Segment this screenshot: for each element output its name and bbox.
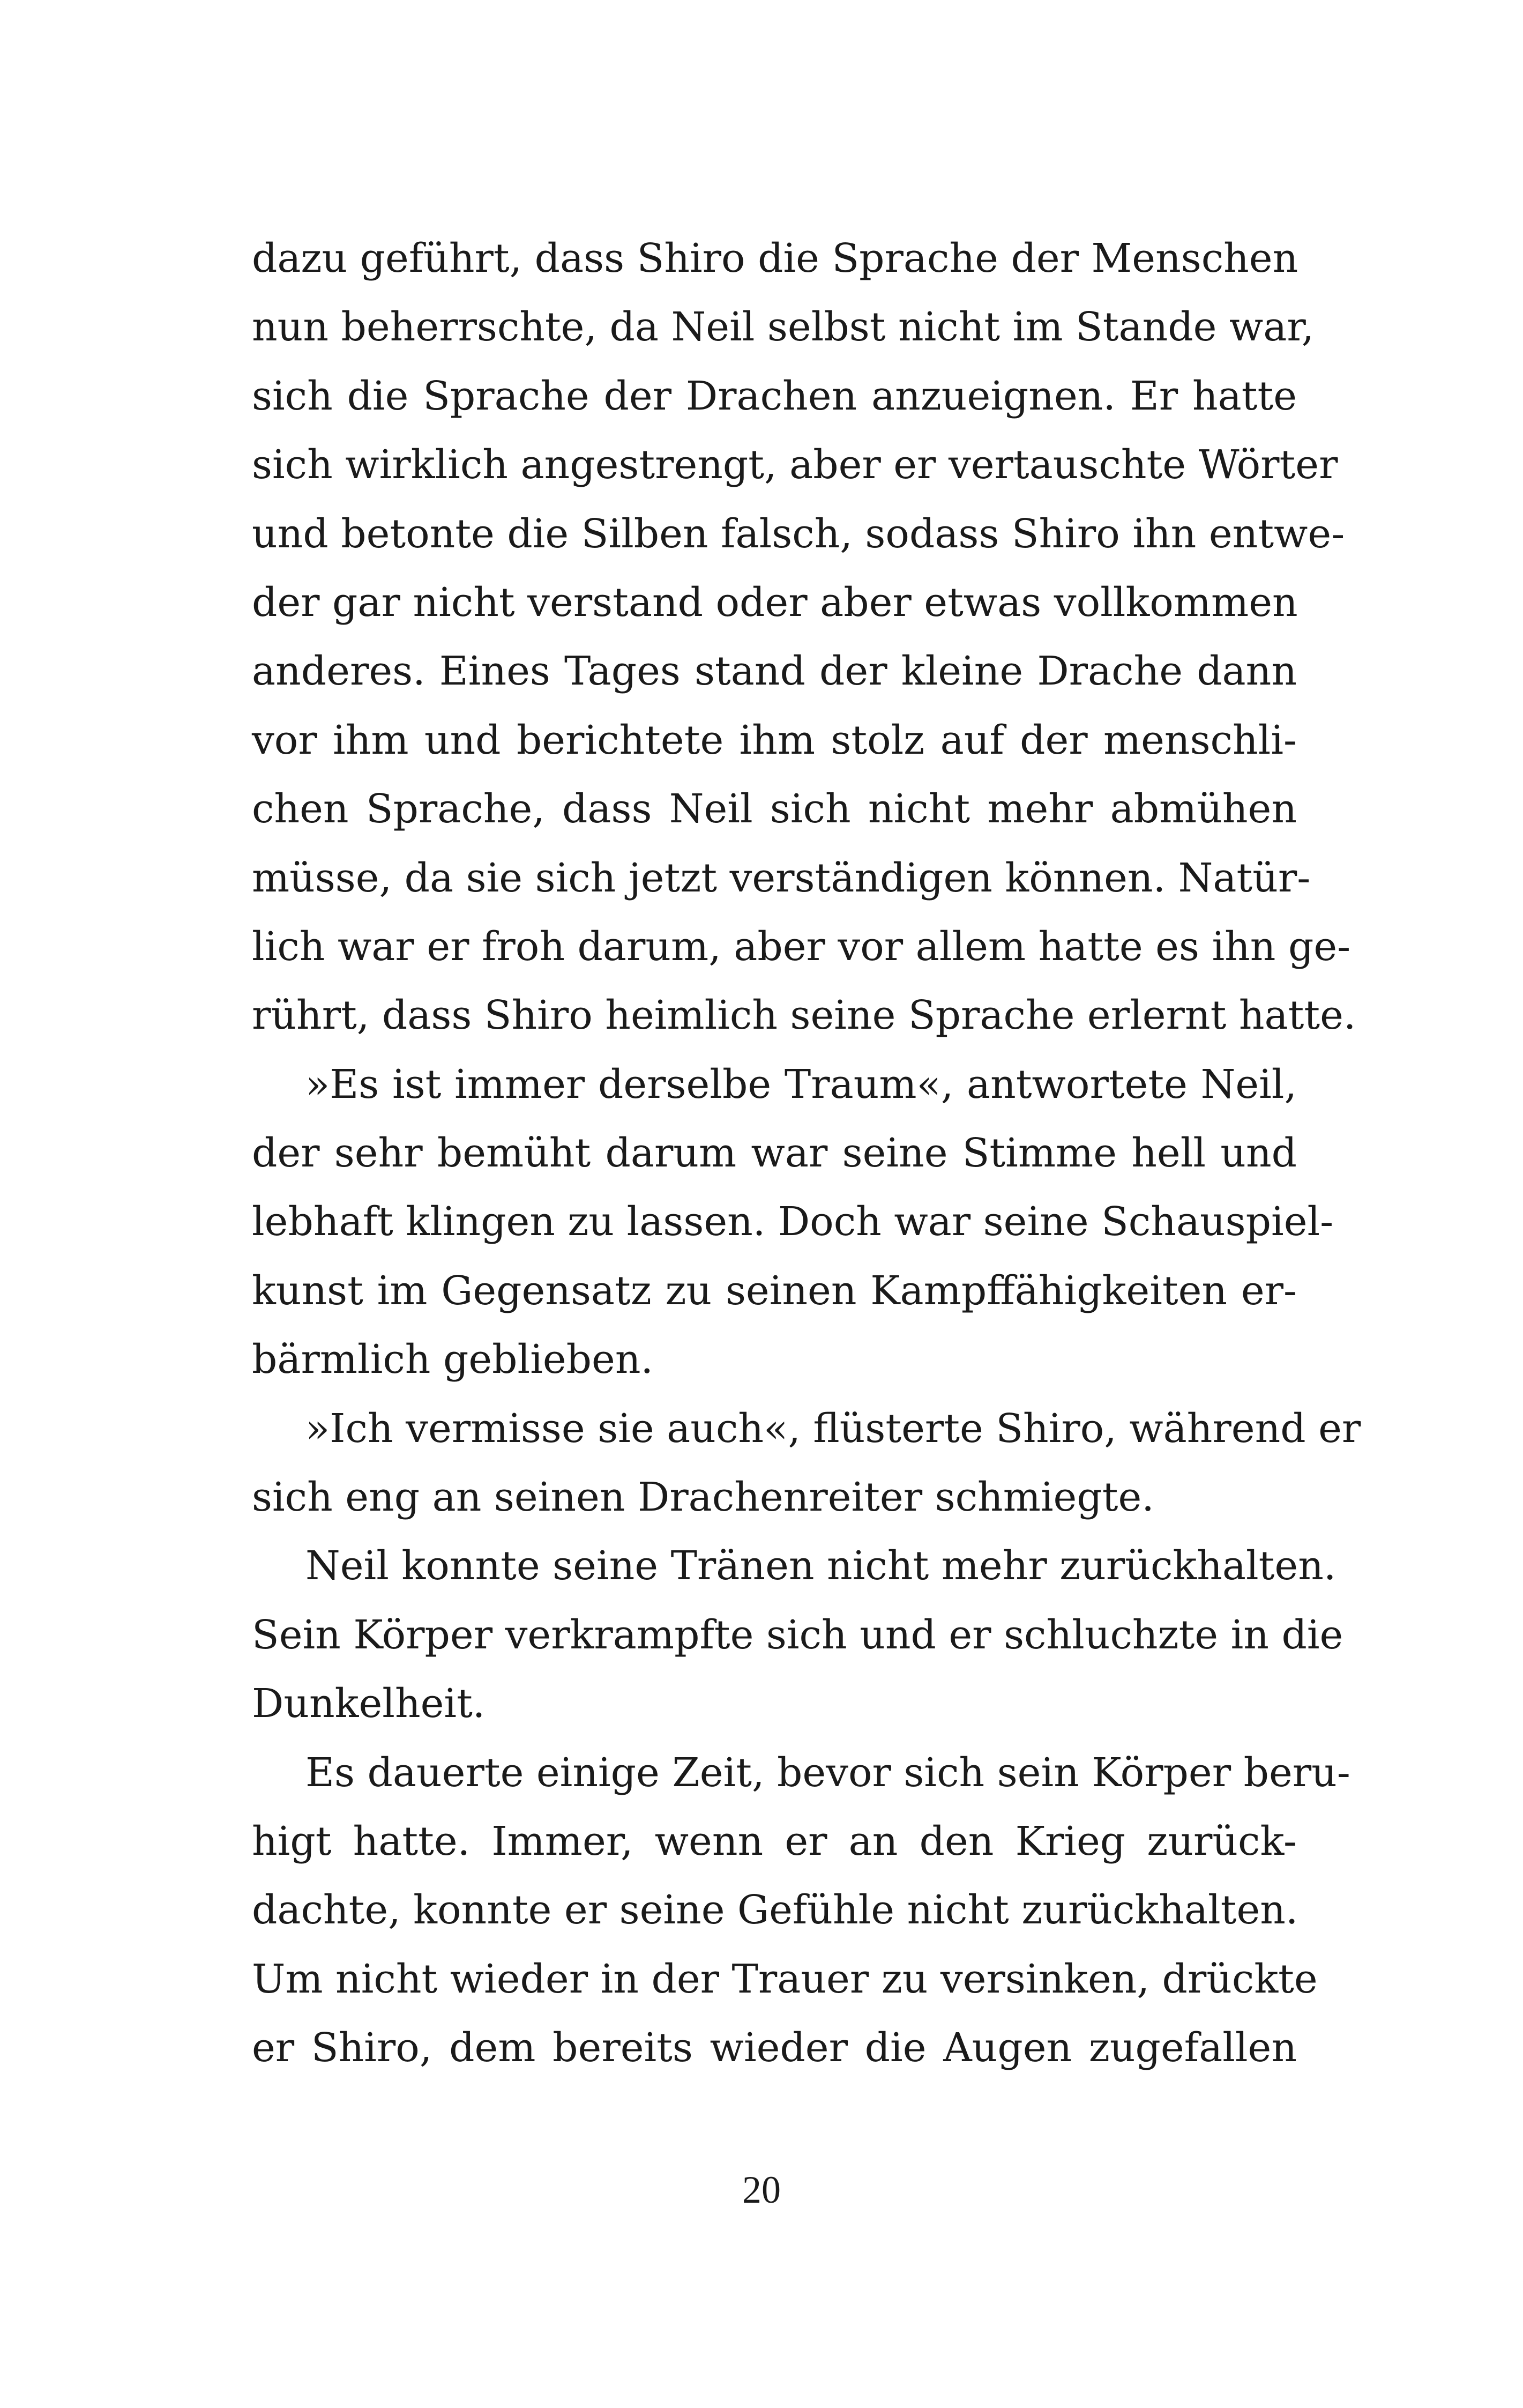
text-line: lich war er froh darum, aber vor allem hatte es ihn ge- [252, 923, 1351, 970]
text-line: Dunkelheit. [252, 1681, 486, 1727]
text-line: müsse, da sie sich jetzt verständigen können. Natür- [252, 854, 1311, 901]
text-line: chen Sprache, dass Neil sich nicht mehr abmühen [252, 786, 1297, 833]
text-line: Um nicht wieder in der Trauer zu versinken, drückte [252, 1956, 1318, 2002]
text-line: »Es ist immer derselbe Traum«, antwortete Neil, [305, 1061, 1297, 1108]
text-line: Es dauerte einige Zeit, bevor sich sein Körper beru- [305, 1749, 1350, 1796]
text-line: und betonte die Silben falsch, sodass Shiro ihn entwe- [252, 510, 1345, 557]
text-line: der gar nicht verstand oder aber etwas vollkommen [252, 579, 1298, 626]
text-line: anderes. Eines Tages stand der kleine Drache dann [252, 648, 1297, 695]
text-line: dachte, konnte er seine Gefühle nicht zurückhalten. [252, 1887, 1298, 1934]
text-line: der sehr bemüht darum war seine Stimme hell und [252, 1130, 1297, 1177]
text-line: sich wirklich angestrengt, aber er vertauschte Wörter [252, 442, 1338, 488]
text-line: Neil konnte seine Tränen nicht mehr zurückhalten. [305, 1543, 1337, 1589]
text-line: Sein Körper verkrampfte sich und er schluchzte in die [252, 1611, 1343, 1658]
text-line: bärmlich geblieben. [252, 1336, 653, 1383]
text-line: lebhaft klingen zu lassen. Doch war seine Schauspiel- [252, 1199, 1334, 1245]
text-line: dazu geführt, dass Shiro die Sprache der Menschen [252, 235, 1298, 281]
text-line: sich eng an seinen Drachenreiter schmiegte. [252, 1474, 1154, 1521]
body-text [252, 224, 1361, 2083]
text-line: sich die Sprache der Drachen anzueignen. Er hatte [252, 373, 1297, 419]
text-line: kunst im Gegensatz zu seinen Kampffähigkeiten er- [252, 1267, 1297, 1314]
text-line: rührt, dass Shiro heimlich seine Sprache erlernt hatte. [252, 992, 1356, 1039]
text-line: nun beherrschte, da Neil selbst nicht im Stande war, [252, 304, 1315, 351]
text-line: »Ich vermisse sie auch«, flüsterte Shiro, während er [305, 1405, 1361, 1452]
text-line: vor ihm und berichtete ihm stolz auf der menschli- [252, 717, 1297, 763]
text-line: higt hatte. Immer, wenn er an den Krieg zurück- [252, 1818, 1297, 1864]
text-line: er Shiro, dem bereits wieder die Augen zugefallen [252, 2025, 1297, 2071]
page-number: 20 [742, 2168, 781, 2211]
